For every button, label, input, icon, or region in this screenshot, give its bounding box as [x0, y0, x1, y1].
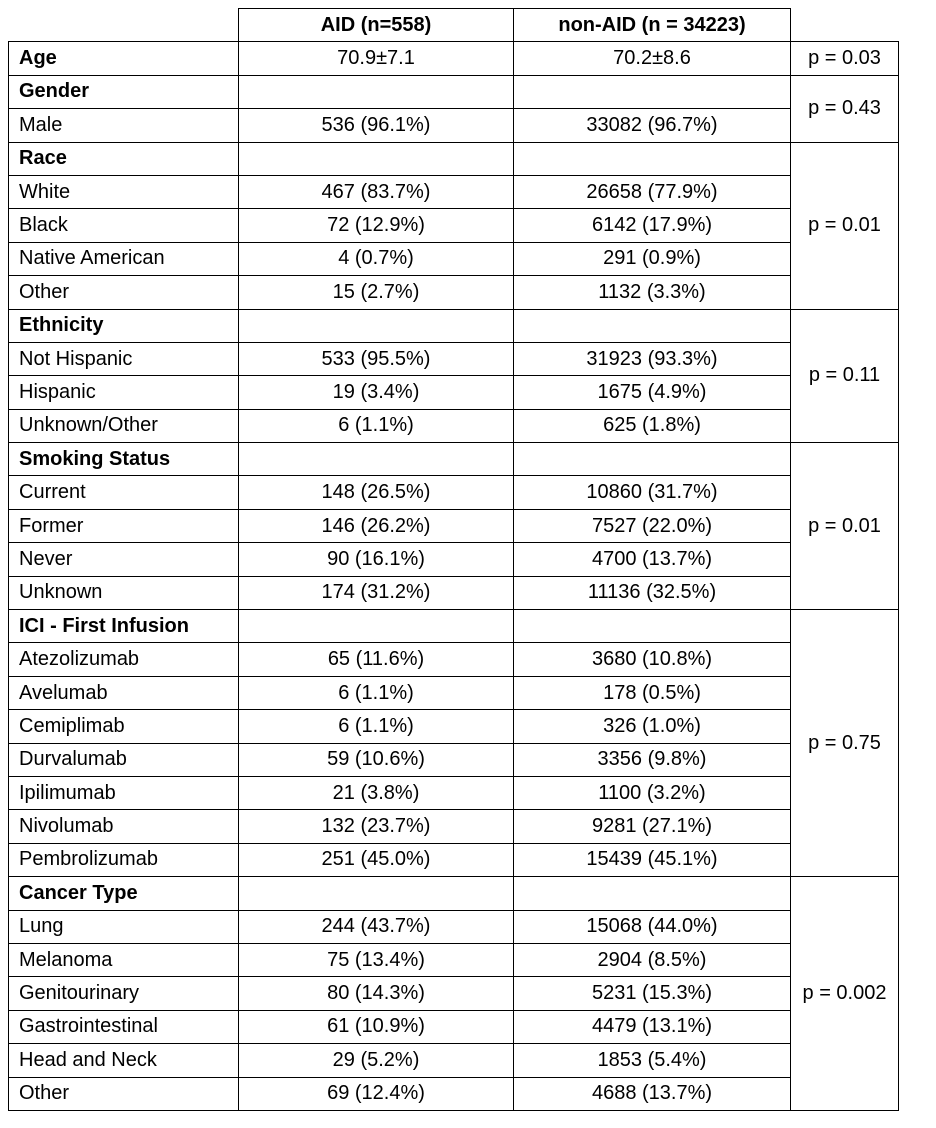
non-aid-value: 4479 (13.1%): [514, 1010, 791, 1043]
row-label: Pembrolizumab: [9, 843, 239, 876]
section-heading: Smoking Status: [9, 443, 239, 476]
p-value: p = 0.75: [791, 610, 899, 877]
row-label: Nivolumab: [9, 810, 239, 843]
section-heading: Gender: [9, 75, 239, 108]
section-heading: Race: [9, 142, 239, 175]
row-label: Ipilimumab: [9, 776, 239, 809]
non-aid-value: 4700 (13.7%): [514, 543, 791, 576]
aid-value: 65 (11.6%): [239, 643, 514, 676]
non-aid-value-empty: [514, 443, 791, 476]
non-aid-value: 625 (1.8%): [514, 409, 791, 442]
aid-value: 467 (83.7%): [239, 175, 514, 208]
aid-value-empty: [239, 142, 514, 175]
p-value: p = 0.03: [791, 42, 899, 75]
table-row: [9, 676, 899, 709]
section-heading-row: [9, 75, 899, 108]
non-aid-value: 10860 (31.7%): [514, 476, 791, 509]
aid-value: 29 (5.2%): [239, 1044, 514, 1077]
table-row: [9, 1077, 899, 1110]
table-row: [9, 1044, 899, 1077]
aid-value: 174 (31.2%): [239, 576, 514, 609]
table-row: [9, 109, 899, 142]
aid-value: 19 (3.4%): [239, 376, 514, 409]
non-aid-value-empty: [514, 309, 791, 342]
non-aid-value: 11136 (32.5%): [514, 576, 791, 609]
non-aid-value: 1853 (5.4%): [514, 1044, 791, 1077]
section-heading-row: [9, 443, 899, 476]
aid-value: 15 (2.7%): [239, 276, 514, 309]
table-row: [9, 543, 899, 576]
row-label: Current: [9, 476, 239, 509]
table-row: [9, 843, 899, 876]
aid-value: 132 (23.7%): [239, 810, 514, 843]
non-aid-value: 326 (1.0%): [514, 710, 791, 743]
aid-value: 80 (14.3%): [239, 977, 514, 1010]
aid-value: 75 (13.4%): [239, 943, 514, 976]
non-aid-value: 291 (0.9%): [514, 242, 791, 275]
aid-value-empty: [239, 443, 514, 476]
table-row: [9, 776, 899, 809]
aid-value: 146 (26.2%): [239, 509, 514, 542]
aid-value: 4 (0.7%): [239, 242, 514, 275]
non-aid-value: 31923 (93.3%): [514, 342, 791, 375]
section-heading-row: [9, 610, 899, 643]
non-aid-value: 2904 (8.5%): [514, 943, 791, 976]
non-aid-value: 6142 (17.9%): [514, 209, 791, 242]
table-row: [9, 643, 899, 676]
row-label: Head and Neck: [9, 1044, 239, 1077]
row-label: White: [9, 175, 239, 208]
non-aid-value-empty: [514, 142, 791, 175]
table-row: [9, 810, 899, 843]
row-label: Durvalumab: [9, 743, 239, 776]
p-value: p = 0.43: [791, 75, 899, 142]
table-row: [9, 710, 899, 743]
header-pvalue-blank-cell: [791, 9, 899, 42]
aid-value: 90 (16.1%): [239, 543, 514, 576]
section-heading-row: [9, 142, 899, 175]
table-row: [9, 1010, 899, 1043]
section-heading-row: [9, 309, 899, 342]
row-label: Genitourinary: [9, 977, 239, 1010]
header-blank-cell: [9, 9, 239, 42]
row-label: Hispanic: [9, 376, 239, 409]
p-value: p = 0.01: [791, 443, 899, 610]
non-aid-value: 7527 (22.0%): [514, 509, 791, 542]
row-label: Other: [9, 276, 239, 309]
table-row: [9, 342, 899, 375]
row-label: Former: [9, 509, 239, 542]
row-label: Unknown/Other: [9, 409, 239, 442]
row-label: Other: [9, 1077, 239, 1110]
non-aid-value: 9281 (27.1%): [514, 810, 791, 843]
p-value: p = 0.002: [791, 877, 899, 1111]
aid-value: 72 (12.9%): [239, 209, 514, 242]
demographics-table: [8, 8, 899, 1111]
aid-value-empty: [239, 610, 514, 643]
non-aid-value: 3680 (10.8%): [514, 643, 791, 676]
row-label: Black: [9, 209, 239, 242]
aid-value: 244 (43.7%): [239, 910, 514, 943]
row-label: Lung: [9, 910, 239, 943]
row-label: Gastrointestinal: [9, 1010, 239, 1043]
section-heading-row: [9, 877, 899, 910]
row-label: Age: [9, 42, 239, 75]
aid-value: 21 (3.8%): [239, 776, 514, 809]
p-value: p = 0.11: [791, 309, 899, 443]
row-label: Melanoma: [9, 943, 239, 976]
non-aid-value: 15439 (45.1%): [514, 843, 791, 876]
section-heading: Ethnicity: [9, 309, 239, 342]
non-aid-value-empty: [514, 75, 791, 108]
aid-value: 6 (1.1%): [239, 676, 514, 709]
row-label: Never: [9, 543, 239, 576]
p-value: p = 0.01: [791, 142, 899, 309]
table-row: [9, 943, 899, 976]
row-label: Atezolizumab: [9, 643, 239, 676]
non-aid-value-empty: [514, 610, 791, 643]
non-aid-value: 4688 (13.7%): [514, 1077, 791, 1110]
row-label: Male: [9, 109, 239, 142]
non-aid-value: 1132 (3.3%): [514, 276, 791, 309]
section-heading: Cancer Type: [9, 877, 239, 910]
non-aid-value: 5231 (15.3%): [514, 977, 791, 1010]
header-row: [9, 9, 899, 42]
row-label: Native American: [9, 242, 239, 275]
non-aid-value: 178 (0.5%): [514, 676, 791, 709]
table-row: [9, 576, 899, 609]
row-label: Not Hispanic: [9, 342, 239, 375]
aid-value: 61 (10.9%): [239, 1010, 514, 1043]
row-label: Unknown: [9, 576, 239, 609]
non-aid-value-empty: [514, 877, 791, 910]
table-row: [9, 42, 899, 75]
table-row: [9, 910, 899, 943]
aid-value: 69 (12.4%): [239, 1077, 514, 1110]
aid-value: 533 (95.5%): [239, 342, 514, 375]
table-row: [9, 409, 899, 442]
header-non-aid: non-AID (n = 34223): [514, 9, 791, 42]
row-label: Cemiplimab: [9, 710, 239, 743]
aid-value-empty: [239, 75, 514, 108]
table-row: [9, 977, 899, 1010]
table-row: [9, 175, 899, 208]
header-aid: AID (n=558): [239, 9, 514, 42]
table-row: [9, 476, 899, 509]
aid-value: 70.9±7.1: [239, 42, 514, 75]
non-aid-value: 70.2±8.6: [514, 42, 791, 75]
aid-value: 6 (1.1%): [239, 409, 514, 442]
aid-value: 6 (1.1%): [239, 710, 514, 743]
non-aid-value: 3356 (9.8%): [514, 743, 791, 776]
table-row: [9, 376, 899, 409]
table-row: [9, 276, 899, 309]
aid-value: 148 (26.5%): [239, 476, 514, 509]
aid-value-empty: [239, 877, 514, 910]
non-aid-value: 26658 (77.9%): [514, 175, 791, 208]
table-row: [9, 242, 899, 275]
non-aid-value: 1675 (4.9%): [514, 376, 791, 409]
row-label: Avelumab: [9, 676, 239, 709]
non-aid-value: 15068 (44.0%): [514, 910, 791, 943]
non-aid-value: 1100 (3.2%): [514, 776, 791, 809]
table-row: [9, 743, 899, 776]
aid-value: 251 (45.0%): [239, 843, 514, 876]
table-body: [9, 42, 899, 1111]
aid-value: 59 (10.6%): [239, 743, 514, 776]
non-aid-value: 33082 (96.7%): [514, 109, 791, 142]
table-row: [9, 509, 899, 542]
table-row: [9, 209, 899, 242]
aid-value-empty: [239, 309, 514, 342]
aid-value: 536 (96.1%): [239, 109, 514, 142]
section-heading: ICI - First Infusion: [9, 610, 239, 643]
